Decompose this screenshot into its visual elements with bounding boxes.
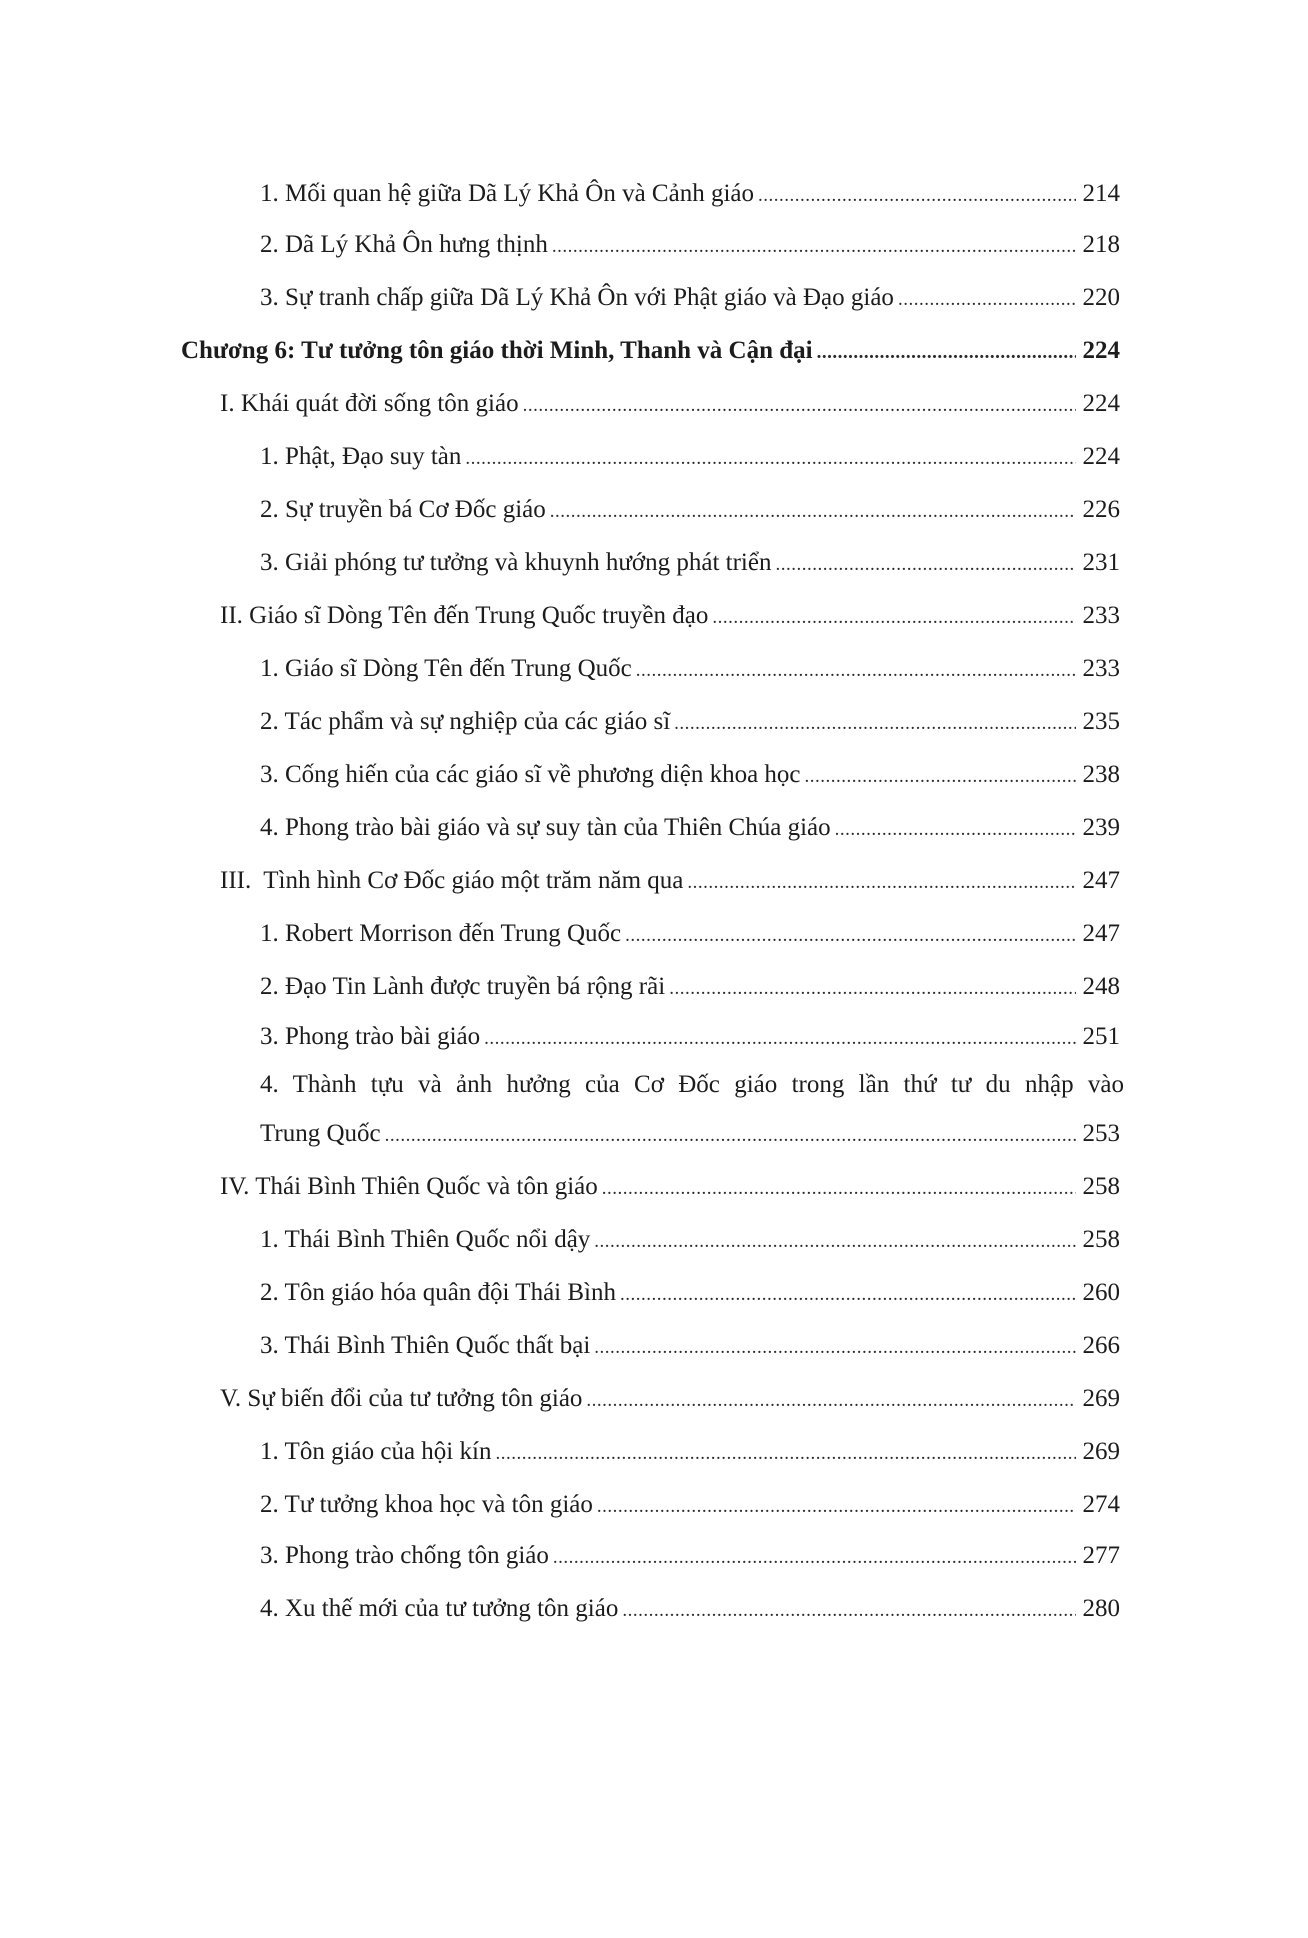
toc-entry-page: 224 bbox=[1082, 337, 1120, 364]
dot-leader bbox=[817, 337, 1076, 369]
toc-entry-label: 1. Phật, Đạo suy tàn bbox=[260, 443, 462, 470]
toc-entry[interactable] bbox=[260, 1489, 1120, 1523]
toc-entry[interactable] bbox=[260, 1436, 1120, 1470]
dot-leader bbox=[620, 1279, 1076, 1311]
toc-entry-page: 218 bbox=[1082, 231, 1120, 258]
toc-entry-page: 233 bbox=[1082, 655, 1120, 682]
dot-leader bbox=[597, 1491, 1076, 1523]
toc-entry[interactable] bbox=[260, 971, 1120, 1005]
dot-leader bbox=[805, 761, 1076, 793]
toc-entry-page: 238 bbox=[1082, 761, 1120, 788]
toc-entry[interactable] bbox=[260, 653, 1120, 687]
toc-entry-page: 258 bbox=[1082, 1173, 1120, 1200]
dot-leader bbox=[594, 1226, 1076, 1258]
toc-entry-label: 2. Đạo Tin Lành được truyền bá rộng rãi bbox=[260, 973, 666, 1000]
toc-entry[interactable] bbox=[260, 1330, 1120, 1364]
toc-entry[interactable] bbox=[260, 918, 1120, 952]
toc-entry-label: 1. Thái Bình Thiên Quốc nổi dậy bbox=[260, 1226, 591, 1253]
toc-entry-page: 224 bbox=[1082, 443, 1120, 470]
toc-entry-page: 235 bbox=[1082, 708, 1120, 735]
dot-leader bbox=[674, 708, 1076, 740]
toc-entry-page: 274 bbox=[1082, 1491, 1120, 1518]
toc-chapter-entry[interactable] bbox=[181, 335, 1120, 369]
toc-entry-page: 226 bbox=[1082, 496, 1120, 523]
toc-entry-label: II. Giáo sĩ Dòng Tên đến Trung Quốc truyền đạo bbox=[220, 602, 709, 629]
toc-entry-label: 3. Sự tranh chấp giữa Dã Lý Khả Ôn với Phật giáo và Đạo giáo bbox=[260, 284, 894, 311]
dot-leader bbox=[465, 443, 1076, 475]
dot-leader bbox=[484, 1023, 1076, 1055]
toc-entry[interactable] bbox=[260, 1118, 1120, 1152]
toc-entry-page: 253 bbox=[1082, 1120, 1120, 1147]
toc-entry-page: 251 bbox=[1082, 1023, 1120, 1050]
toc-entry-label: 1. Giáo sĩ Dòng Tên đến Trung Quốc bbox=[260, 655, 632, 682]
toc-entry[interactable] bbox=[260, 229, 1120, 263]
toc-entry-label: 4. Phong trào bài giáo và sự suy tàn của Thiên Chúa giáo bbox=[260, 814, 831, 841]
toc-entry-label: I. Khái quát đời sống tôn giáo bbox=[220, 390, 519, 417]
toc-entry[interactable] bbox=[260, 1224, 1120, 1258]
toc-entry-page: 248 bbox=[1082, 973, 1120, 1000]
toc-entry-label: 1. Robert Morrison đến Trung Quốc bbox=[260, 920, 622, 947]
dot-leader bbox=[553, 1542, 1076, 1574]
toc-entry-page: 280 bbox=[1082, 1595, 1120, 1622]
toc-entry-label: 2. Tác phẩm và sự nghiệp của các giáo sĩ bbox=[260, 708, 671, 735]
toc-entry[interactable] bbox=[260, 759, 1120, 793]
dot-leader bbox=[835, 814, 1076, 846]
toc-section-entry[interactable] bbox=[220, 1383, 1120, 1417]
toc-entry-page: 266 bbox=[1082, 1332, 1120, 1359]
toc-entry-label: 3. Thái Bình Thiên Quốc thất bại bbox=[260, 1332, 591, 1359]
toc-entry-page: 247 bbox=[1082, 920, 1120, 947]
toc-entry[interactable] bbox=[260, 706, 1120, 740]
toc-entry-label: III. Tình hình Cơ Đốc giáo một trăm năm qua bbox=[220, 867, 684, 894]
dot-leader bbox=[495, 1438, 1076, 1470]
toc-entry-page: 239 bbox=[1082, 814, 1120, 841]
toc-entry-label: 3. Giải phóng tư tưởng và khuynh hướng phát triển bbox=[260, 549, 772, 576]
dot-leader bbox=[758, 180, 1076, 212]
dot-leader bbox=[586, 1385, 1076, 1417]
dot-leader bbox=[552, 231, 1076, 263]
toc-section-entry[interactable] bbox=[220, 388, 1120, 422]
toc-entry-label: V. Sự biến đổi của tư tưởng tôn giáo bbox=[220, 1385, 583, 1412]
toc-entry[interactable] bbox=[260, 812, 1120, 846]
toc-entry-label-line2: Trung Quốc bbox=[260, 1120, 381, 1147]
toc-entry[interactable] bbox=[260, 282, 1120, 316]
dot-leader bbox=[622, 1595, 1076, 1627]
dot-leader bbox=[625, 920, 1076, 952]
toc-entry[interactable] bbox=[260, 441, 1120, 475]
toc-entry-label: 3. Cống hiến của các giáo sĩ về phương diện khoa học bbox=[260, 761, 801, 788]
toc-entry[interactable] bbox=[260, 1593, 1120, 1627]
toc-entry-page: 233 bbox=[1082, 602, 1120, 629]
toc-entry[interactable] bbox=[260, 547, 1120, 581]
toc-entry-page: 258 bbox=[1082, 1226, 1120, 1253]
dot-leader bbox=[687, 867, 1076, 899]
dot-leader bbox=[898, 284, 1076, 316]
toc-entry[interactable] bbox=[260, 178, 1120, 212]
toc-section-entry[interactable] bbox=[220, 865, 1120, 899]
dot-leader bbox=[523, 390, 1076, 422]
toc-entry-label: 3. Phong trào chống tôn giáo bbox=[260, 1542, 549, 1569]
toc-entry-page: 277 bbox=[1082, 1542, 1120, 1569]
toc-entry-label: 1. Mối quan hệ giữa Dã Lý Khả Ôn và Cảnh giáo bbox=[260, 180, 754, 207]
toc-entry-label: IV. Thái Bình Thiên Quốc và tôn giáo bbox=[220, 1173, 598, 1200]
toc-entry-label: 1. Tôn giáo của hội kín bbox=[260, 1438, 492, 1465]
dot-leader bbox=[775, 549, 1076, 581]
dot-leader bbox=[594, 1332, 1076, 1364]
toc-entry[interactable] bbox=[260, 1540, 1120, 1574]
toc-section-entry[interactable] bbox=[220, 600, 1120, 634]
toc-entry[interactable] bbox=[260, 494, 1120, 528]
dot-leader bbox=[550, 496, 1076, 528]
toc-entry-page: 260 bbox=[1082, 1279, 1120, 1306]
toc-entry-page: 214 bbox=[1082, 180, 1120, 207]
toc-entry-label: 2. Tư tưởng khoa học và tôn giáo bbox=[260, 1491, 593, 1518]
toc-section-entry[interactable] bbox=[220, 1171, 1120, 1205]
toc-entry-page: 224 bbox=[1082, 390, 1120, 417]
toc-entry-page: 269 bbox=[1082, 1438, 1120, 1465]
toc-entry-label-line1[interactable]: 4. Thành tựu và ảnh hưởng của Cơ Đốc giáo trong lần thứ tư du nhập vào bbox=[260, 1071, 1124, 1098]
toc-entry-label: Chương 6: Tư tưởng tôn giáo thời Minh, Thanh và Cận đại bbox=[181, 337, 813, 364]
toc-entry-label: 3. Phong trào bài giáo bbox=[260, 1023, 481, 1050]
toc-entry-label: 2. Dã Lý Khả Ôn hưng thịnh bbox=[260, 231, 548, 258]
dot-leader bbox=[712, 602, 1076, 634]
toc-entry-page: 269 bbox=[1082, 1385, 1120, 1412]
toc-entry[interactable] bbox=[260, 1277, 1120, 1311]
toc-entry-page: 247 bbox=[1082, 867, 1120, 894]
toc-entry-label: 2. Tôn giáo hóa quân đội Thái Bình bbox=[260, 1279, 616, 1306]
dot-leader bbox=[602, 1173, 1076, 1205]
toc-entry-label: 4. Xu thế mới của tư tưởng tôn giáo bbox=[260, 1595, 619, 1622]
dot-leader bbox=[669, 973, 1076, 1005]
toc-entry[interactable] bbox=[260, 1021, 1120, 1055]
dot-leader bbox=[636, 655, 1076, 687]
toc-entry-page: 220 bbox=[1082, 284, 1120, 311]
toc-entry-label: 2. Sự truyền bá Cơ Đốc giáo bbox=[260, 496, 546, 523]
toc-entry-page: 231 bbox=[1082, 549, 1120, 576]
dot-leader bbox=[385, 1120, 1076, 1152]
